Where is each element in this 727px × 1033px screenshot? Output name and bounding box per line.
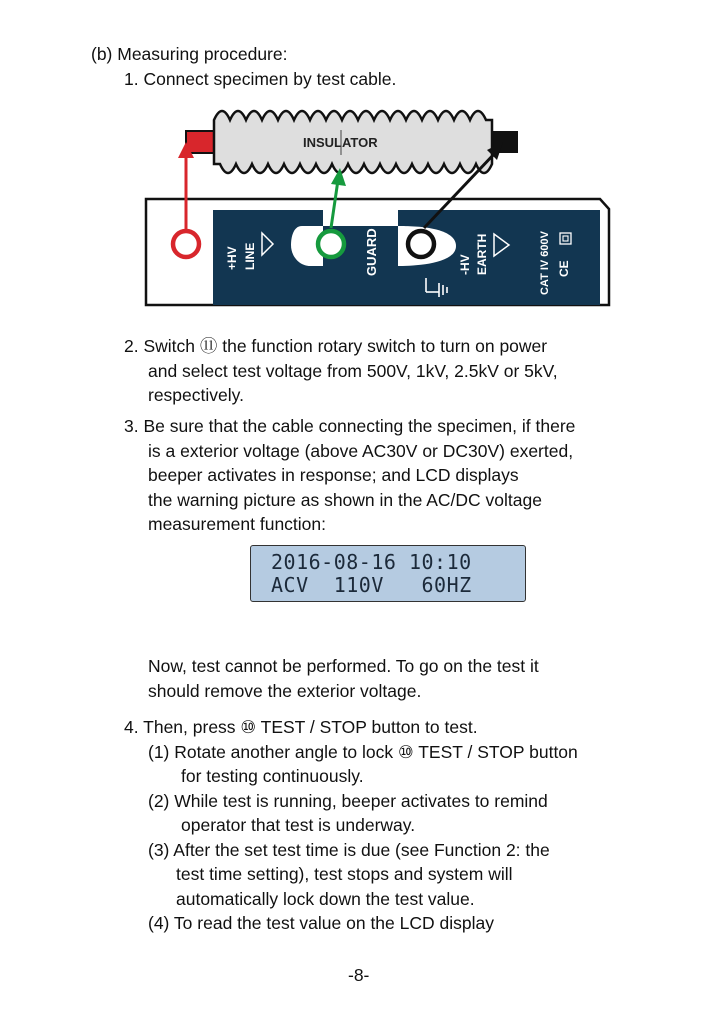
step-2-line-3: respectively. bbox=[148, 385, 244, 405]
guard-label: GUARD bbox=[364, 228, 379, 276]
step-3 bbox=[124, 414, 575, 537]
step-2-line-2: and select test voltage from 500V, 1kV, 2.5kV or 5kV, bbox=[148, 360, 558, 381]
step-3-line-3: beeper activates in response; and LCD displays bbox=[148, 465, 519, 485]
step-2 bbox=[124, 334, 558, 408]
connection-diagram bbox=[140, 100, 615, 308]
hv-earth-jack bbox=[408, 231, 434, 257]
hv-line-label-2: LINE bbox=[243, 242, 257, 270]
step-3-line-2: is a exterior voltage (above AC30V or DC30V) exerted, bbox=[148, 440, 574, 461]
lcd-display bbox=[250, 545, 526, 602]
ce-mark: CE bbox=[557, 260, 571, 277]
step-3-line-1: 3. Be sure that the cable connecting the specimen, if there bbox=[124, 416, 576, 436]
step-4-intro: 4. Then, press ⑩ TEST / STOP button to test. bbox=[124, 717, 478, 737]
hv-line-jack bbox=[173, 231, 199, 257]
step-4 bbox=[124, 715, 578, 936]
step-4-sub-1-line-2: for testing continuously. bbox=[181, 766, 364, 786]
guard-jack bbox=[318, 231, 344, 257]
hv-earth-label-1: -HV bbox=[458, 254, 472, 275]
note-line-2: should remove the exterior voltage. bbox=[148, 680, 422, 701]
step-4-sub-4: (4) To read the test value on the LCD display bbox=[148, 913, 494, 933]
step-2-line-1: 2. Switch ⑪ the function rotary switch to turn on power bbox=[124, 336, 548, 356]
page-number: -8- bbox=[348, 965, 370, 985]
step-4-sub-2-line-1: (2) While test is running, beeper activates to remind bbox=[148, 790, 548, 811]
step-4-sub-2-line-2: operator that test is underway. bbox=[181, 815, 416, 835]
note-line-1: Now, test cannot be performed. To go on the test it bbox=[148, 656, 539, 676]
hv-line-label-1: +HV bbox=[225, 246, 239, 270]
hv-earth-label-2: EARTH bbox=[475, 233, 489, 275]
step-3-line-4: the warning picture as shown in the AC/DC voltage bbox=[148, 489, 542, 510]
step-4-sub-3-line-3: automatically lock down the test value. bbox=[176, 888, 475, 909]
step-1-text: 1. Connect specimen by test cable. bbox=[124, 69, 397, 89]
red-terminal bbox=[186, 131, 216, 153]
note bbox=[148, 654, 539, 703]
step-3-line-5: measurement function: bbox=[148, 514, 327, 534]
lcd-line-2: ACV 110V 60HZ bbox=[271, 573, 472, 597]
insulator-label: INSULATOR bbox=[303, 135, 378, 150]
lcd-line-1: 2016-08-16 10:10 bbox=[271, 550, 472, 574]
step-4-sub-1-line-1: (1) Rotate another angle to lock ⑩ TEST / STOP button bbox=[148, 741, 578, 762]
cat-rating-label: CAT IV 600V bbox=[539, 231, 551, 295]
step-4-sub-3-line-1: (3) After the set test time is due (see Function 2: the bbox=[148, 839, 550, 860]
section-heading: (b) Measuring procedure: bbox=[91, 44, 288, 64]
step-4-sub-3-line-2: test time setting), test stops and system will bbox=[176, 864, 513, 884]
